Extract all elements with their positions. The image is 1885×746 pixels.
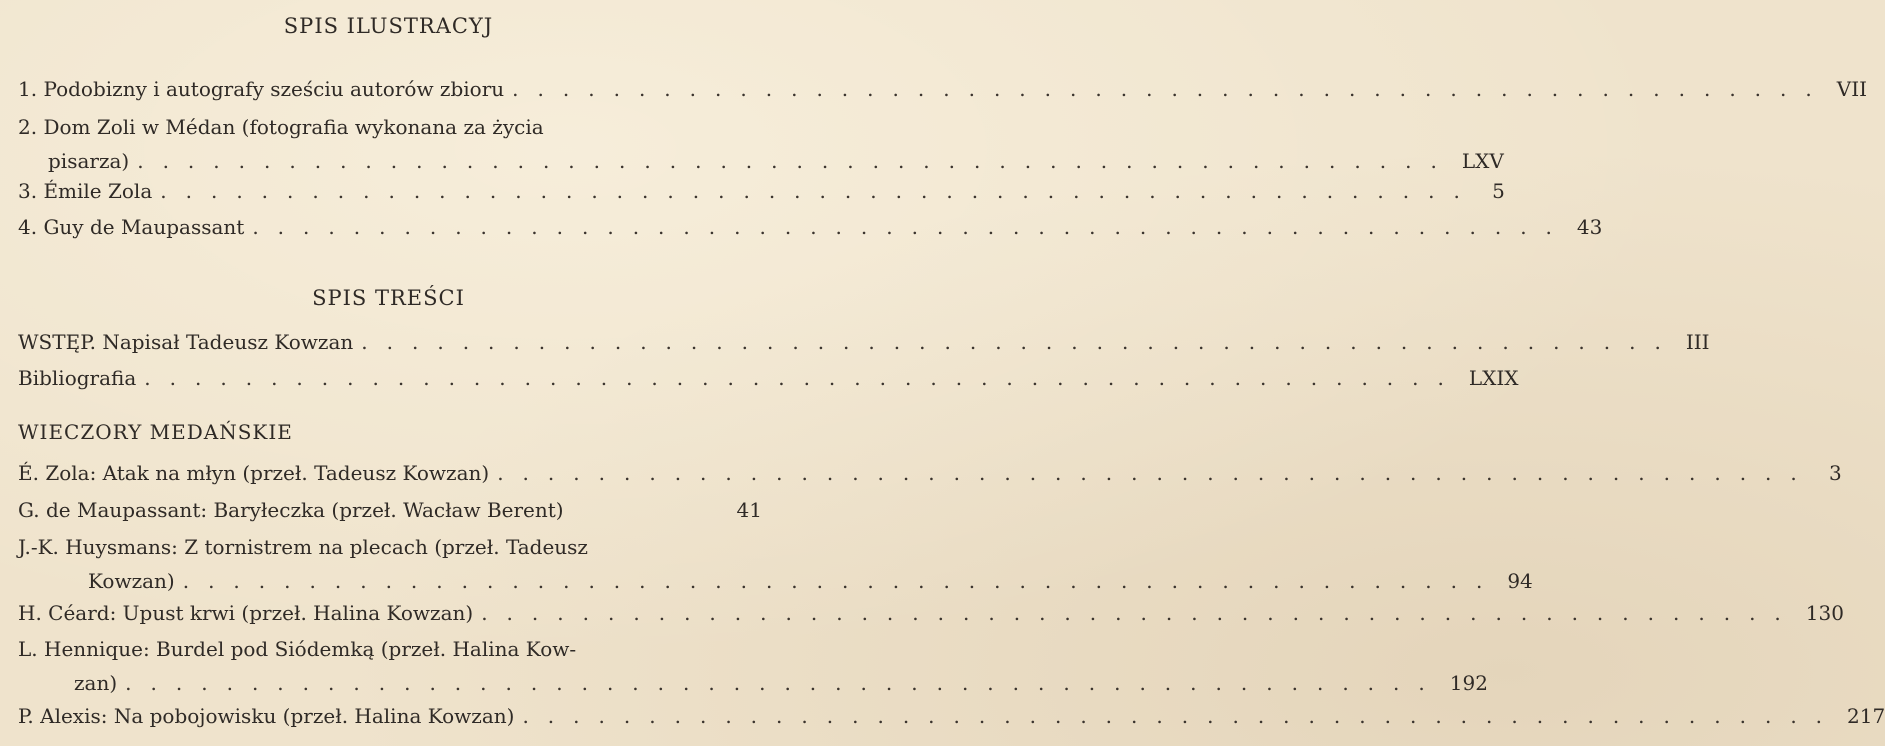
illustration-entry-1 [18,72,1867,106]
leader-dots: .................................................... [252,215,1571,239]
leader-dots: .................................................... [160,179,1479,203]
entry-page: VII [1836,77,1867,101]
entry-page: 192 [1449,671,1488,695]
entry-page: 41 [736,498,762,522]
illustration-entry-4 [18,210,1603,244]
leader-dots: .................................................... [481,601,1800,625]
entry-title: H. Céard: Upust krwi (przeł. Halina Kowzan) [18,601,474,625]
entry-title: 1. Podobizny i autografy sześciu autorów zbioru [18,77,505,101]
entry-page: 3 [1829,461,1842,485]
contents-entry-bibliography [18,361,1519,395]
leader-dots: .................................................... [125,671,1444,695]
leader-dots: .................................................... [144,366,1463,390]
story-entry-maupassant [18,493,762,527]
entry-page: LXIX [1468,366,1519,390]
entry-title: P. Alexis: Na pobojowisku (przeł. Halina Kowzan) [18,704,515,728]
illustration-entry-2 [18,110,1504,178]
entry-page: 94 [1507,569,1533,593]
entry-title-continued: Kowzan) [88,569,175,593]
story-entry-zola [18,456,1842,490]
entry-title: J.-K. Huysmans: Z tornistrem na plecach (przeł. Tadeusz [18,535,588,559]
leader-dots: .................................................... [512,77,1831,101]
entry-title: WSTĘP. Napisał Tadeusz Kowzan [18,330,354,354]
entry-title: G. de Maupassant: Baryłeczka (przeł. Wacław Berent) [18,498,564,522]
story-entry-hennique [18,632,1488,700]
illustration-entry-3 [18,174,1505,208]
contents-entry-introduction [18,325,1710,359]
entry-page: 5 [1492,179,1505,203]
entry-title-continued: pisarza) [48,149,130,173]
entry-title: 3. Émile Zola [18,179,153,203]
entry-page: LXV [1461,149,1504,173]
entry-page: 130 [1805,601,1844,625]
entry-page: III [1685,330,1710,354]
leader-dots: .................................................... [497,461,1816,485]
entry-page: 43 [1576,215,1603,239]
entry-title: 4. Guy de Maupassant [18,215,245,239]
leader-dots: .................................................... [522,704,1842,728]
contents-heading: SPIS TREŚCI [312,286,465,310]
story-entry-alexis [18,699,1885,733]
leader-dots: .................................................... [137,149,1456,173]
entry-title: Bibliografia [18,366,137,390]
story-entry-ceard [18,596,1844,630]
illustrations-heading: SPIS ILUSTRACYJ [283,14,494,38]
leader-dots: .................................................... [361,330,1680,354]
leader-dots: .................................................... [182,569,1502,593]
evenings-heading: WIECZORY MEDAŃSKIE [18,420,293,444]
story-entry-huysmans [18,530,1533,598]
entry-title-continued: zan) [74,671,118,695]
entry-title: L. Hennique: Burdel pod Siódemką (przeł. Halina Kow- [18,637,577,661]
entry-page: 217 [1847,704,1885,728]
entry-title: 2. Dom Zoli w Médan (fotografia wykonana za życia [18,115,544,139]
entry-title: É. Zola: Atak na młyn (przeł. Tadeusz Kowzan) [18,461,490,485]
